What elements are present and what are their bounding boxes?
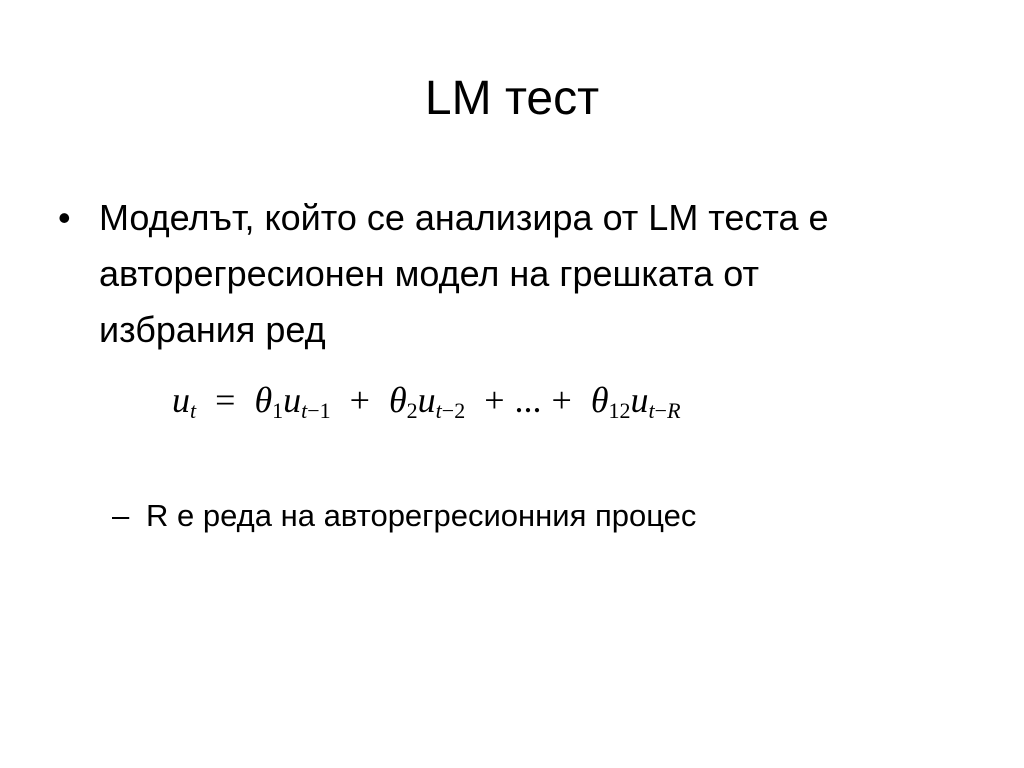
formula-var-sub-index: t <box>435 398 442 423</box>
formula-lhs-sub: t <box>190 398 197 423</box>
formula-coef: θ <box>590 380 609 420</box>
formula-var-sub-op: − <box>307 398 320 423</box>
formula-plus: + <box>349 380 370 420</box>
ar-formula <box>172 370 852 430</box>
formula-plus: + <box>484 380 505 420</box>
formula-ellipsis: ... <box>514 380 542 420</box>
formula-coef-sub: 12 <box>608 398 631 423</box>
formula-var-sub-val: 2 <box>454 398 466 423</box>
formula-var: u <box>417 380 436 420</box>
sub-bullet-text: R е реда на авторегресионния процес <box>146 498 697 533</box>
formula-equals: = <box>215 380 236 420</box>
slide-title: LM тест <box>424 72 600 125</box>
formula-var-sub-op: − <box>654 398 668 423</box>
formula-var-sub-val: R <box>667 398 681 423</box>
formula-plus: + <box>551 380 572 420</box>
sub-bullet-item <box>112 492 972 540</box>
formula-var: u <box>283 380 302 420</box>
bullet-symbol: • <box>58 197 71 238</box>
formula-coef: θ <box>254 380 273 420</box>
bullet-text: Моделът, който се анализира от LM теста е авторегресионен модел на грешката от избрания ред <box>99 197 829 350</box>
formula-lhs-var: u <box>172 380 190 420</box>
formula-var-sub-index: t <box>648 398 655 423</box>
formula-coef-sub: 1 <box>272 398 284 423</box>
sub-bullet-dash: – <box>112 498 130 533</box>
formula-var-sub-val: 1 <box>319 398 331 423</box>
formula-coef-sub: 2 <box>406 398 418 423</box>
formula-var: u <box>630 380 649 420</box>
formula-var-sub-index: t <box>301 398 308 423</box>
formula-coef: θ <box>388 380 407 420</box>
formula-var-sub-op: − <box>441 398 455 423</box>
